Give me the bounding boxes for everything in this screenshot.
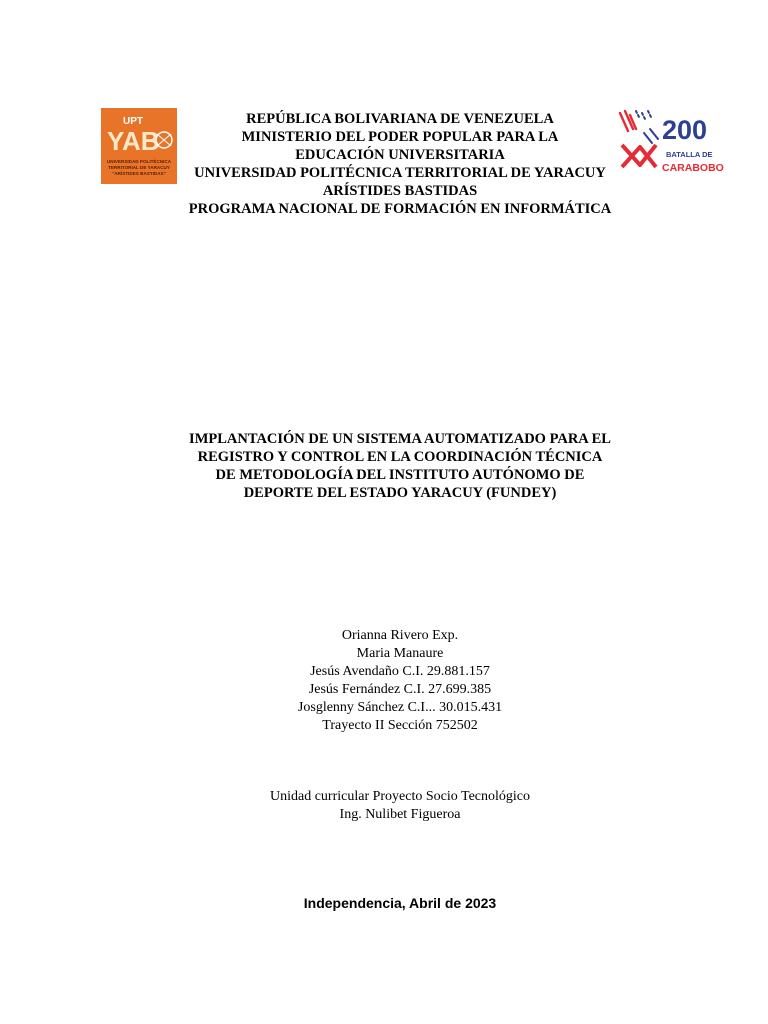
logo-left-main-text: YAB <box>107 126 160 156</box>
logo-left-sub-line-2: TERRITORIAL DE YARACUY <box>108 165 170 170</box>
header-line-education: EDUCACIÓN UNIVERSITARIA <box>295 147 505 163</box>
authors-block <box>150 627 650 735</box>
author-line-5: Josglenny Sánchez C.I... 30.015.431 <box>297 700 503 715</box>
course-block <box>150 788 650 824</box>
title-line-4: DEPORTE DEL ESTADO YARACUY (FUNDEY) <box>243 485 557 501</box>
logo-right-line-1: BATALLA DE <box>666 150 713 159</box>
section-line: Trayecto II Sección 752502 <box>322 718 478 733</box>
logo-left-sub-line-1: UNIVERSIDAD POLITÉCNICA <box>106 159 172 164</box>
logo-left-top-text: UPT <box>123 116 143 127</box>
place-date: Independencia, Abril de 2023 <box>303 895 497 911</box>
header-line-bastidas: ARÍSTIDES BASTIDAS <box>322 183 478 199</box>
document-title <box>150 430 650 502</box>
logo-left-sub-line-3: "ARÍSTIDES BASTIDAS" <box>112 171 166 176</box>
header-line-program: PROGRAMA NACIONAL DE FORMACIÓN EN INFORMÁTICA <box>188 201 612 217</box>
tutor-name: Ing. Nulibet Figueroa <box>339 807 461 822</box>
header-line-ministry: MINISTERIO DEL PODER POPULAR PARA LA <box>241 129 559 145</box>
title-line-3: DE METODOLOGÍA DEL INSTITUTO AUTÓNOMO DE <box>215 467 585 483</box>
author-line-1: Orianna Rivero Exp. <box>341 628 459 643</box>
logo-right-number: 200 <box>662 115 708 145</box>
course-name: Unidad curricular Proyecto Socio Tecnológico <box>269 789 531 804</box>
title-line-2: REGISTRO Y CONTROL EN LA COORDINACIÓN TÉCNICA <box>197 449 603 465</box>
institution-header <box>160 110 640 218</box>
header-line-republic: REPÚBLICA BOLIVARIANA DE VENEZUELA <box>246 111 554 127</box>
header-line-university: UNIVERSIDAD POLITÉCNICA TERRITORIAL DE YARACUY <box>194 165 606 181</box>
author-line-4: Jesús Fernández C.I. 27.699.385 <box>308 682 492 697</box>
title-line-1: IMPLANTACIÓN DE UN SISTEMA AUTOMATIZADO PARA EL <box>189 431 611 447</box>
author-line-2: Maria Manaure <box>356 646 444 661</box>
logo-right-line-2: CARABOBO <box>662 162 724 174</box>
author-line-3: Jesús Avendaño C.I. 29.881.157 <box>310 664 490 679</box>
